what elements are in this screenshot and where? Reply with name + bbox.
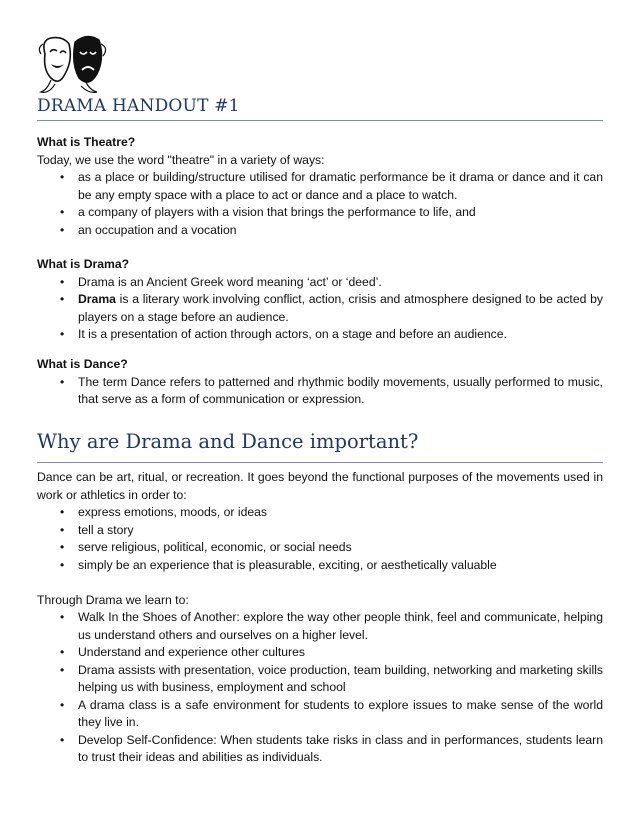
bullet-icon: • — [60, 505, 65, 519]
list-item: • The term Dance refers to patterned and rhythmic bodily movements, usually performed to music, that serve as a form of communication or expression. — [60, 374, 603, 406]
list-item: • Understand and experience other cultures — [37, 644, 603, 662]
bullet-icon: • — [60, 327, 65, 341]
section-intro-2: Through Drama we learn to: — [37, 592, 189, 607]
bullet-icon: • — [60, 274, 65, 289]
bullet-icon: • — [60, 557, 65, 572]
bullet-icon: • — [60, 662, 65, 677]
list-item: • Drama is an Ancient Greek word meaning ‘act’ or ‘deed’. — [37, 274, 603, 292]
list-item: • It is a presentation of action through actors, on a stage and before an audience. — [37, 326, 603, 344]
bullet-icon: • — [60, 205, 65, 219]
bullet-icon: • — [60, 222, 65, 237]
bullet-icon: • — [60, 645, 65, 659]
bullet-icon: • — [60, 374, 65, 389]
bullet-icon: • — [60, 697, 65, 712]
list-item: • a company of players with a vision that brings the performance to life, and — [37, 204, 603, 222]
section-intro: Dance can be art, ritual, or recreation. It goes beyond the functional purposes of the movements used in work or athletics in order to: — [37, 470, 603, 502]
section-importance — [37, 469, 603, 767]
list-item: • serve religious, political, economic, or social needs — [37, 539, 603, 557]
section-theatre — [37, 134, 603, 239]
drama-term: Drama — [78, 292, 116, 306]
list-item: • A drama class is a safe environment for students to explore issues to make sense of the world they live in. — [60, 697, 603, 729]
bullet-icon: • — [60, 292, 65, 306]
section-heading: What is Dance? — [37, 357, 128, 371]
bullet-icon: • — [60, 540, 65, 554]
section-heading-importance: Why are Drama and Dance important? — [37, 430, 419, 453]
list-item: • tell a story — [37, 522, 603, 540]
bullet-icon: • — [60, 522, 65, 537]
bullet-icon: • — [60, 170, 65, 184]
bullet-list — [37, 274, 603, 344]
bullet-list — [37, 609, 603, 767]
list-item: • express emotions, moods, or ideas — [37, 504, 603, 522]
bullet-list — [37, 504, 603, 574]
section-divider — [37, 462, 603, 463]
theatre-masks-icon — [37, 34, 137, 96]
document-title: DRAMA HANDOUT #1 — [37, 96, 240, 116]
list-item: • as a place or building/structure utilised for dramatic performance be it drama or dance and it can be any empty space with a place to act or dance and a place to watch. — [60, 170, 603, 202]
bullet-icon: • — [60, 732, 65, 747]
list-item: • Drama is a literary work involving conflict, action, crisis and atmosphere designed to be acted by players on a stage before an audience. — [60, 292, 603, 324]
list-item: • an occupation and a vocation — [37, 222, 603, 240]
section-dance — [37, 356, 603, 409]
section-drama — [37, 256, 603, 344]
list-item: • Drama assists with presentation, voice production, team building, networking and marketing skills helping us with business, employment and school — [60, 662, 603, 694]
bullet-list — [37, 169, 603, 239]
list-item: • Develop Self-Confidence: When students take risks in class and in performances, students learn to trust their ideas and abilities as individuals. — [60, 732, 603, 764]
bullet-list — [37, 374, 603, 409]
title-divider — [37, 120, 603, 121]
list-item: • Walk In the Shoes of Another: explore the way other people think, feel and communicate, helping us understand others and ourselves on a higher level. — [60, 610, 603, 642]
section-intro: Today, we use the word "theatre" in a variety of ways: — [37, 152, 325, 167]
list-item: • simply be an experience that is pleasurable, exciting, or aesthetically valuable — [37, 557, 603, 575]
section-heading: What is Theatre? — [37, 135, 136, 149]
section-heading: What is Drama? — [37, 257, 130, 271]
bullet-icon: • — [60, 610, 65, 624]
